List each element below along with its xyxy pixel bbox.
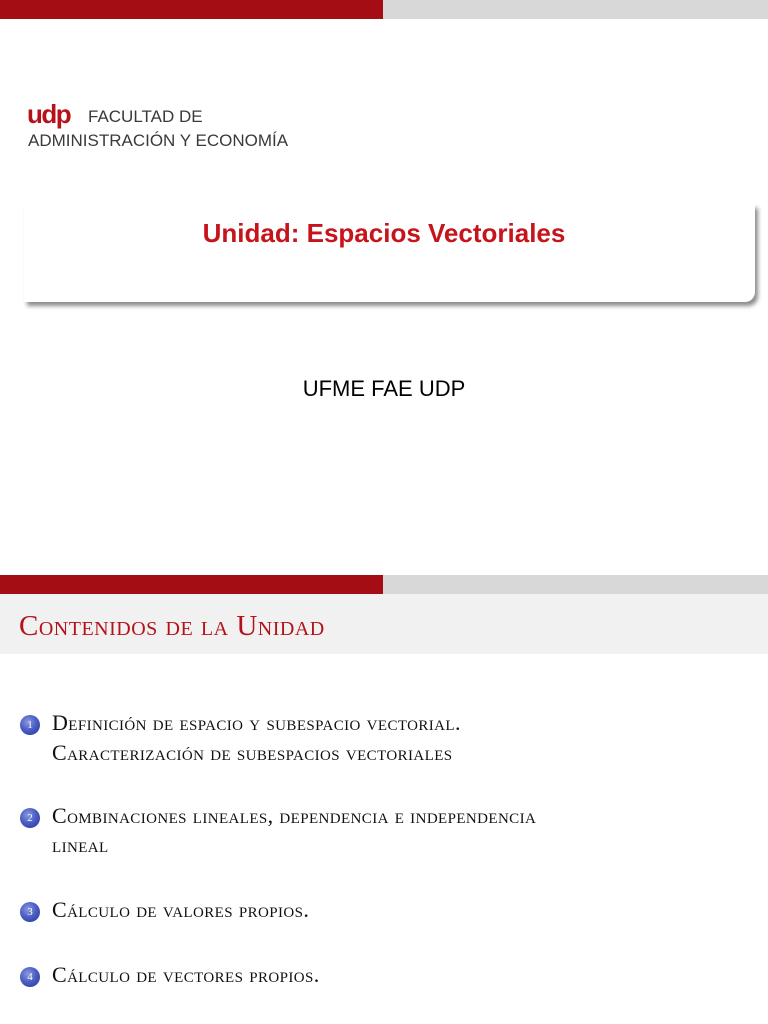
udp-faculty-logo xyxy=(27,100,322,152)
frame-title-bar xyxy=(0,594,768,654)
top-color-bar xyxy=(0,575,768,594)
list-item-line-1: Cálculo de vectores propios. xyxy=(52,962,320,987)
numbered-bullet-icon: 4 xyxy=(20,967,40,987)
title-box xyxy=(24,204,755,302)
list-item-line-2: lineal xyxy=(52,832,109,857)
numbered-bullet-icon: 1 xyxy=(20,715,40,735)
frame-title: Contenidos de la Unidad xyxy=(19,610,325,642)
author-line: UFME FAE UDP xyxy=(302,376,466,401)
logo-brand: udp xyxy=(27,99,71,129)
list-item-line-1: Cálculo de valores propios. xyxy=(52,897,310,922)
top-bar-grey-segment xyxy=(383,575,768,594)
top-bar-red-segment xyxy=(0,0,383,19)
numbered-bullet-icon: 3 xyxy=(20,902,40,922)
top-color-bar xyxy=(0,0,768,19)
logo-line-1: FACULTAD DE xyxy=(88,107,203,126)
list-item-line-1: Definición de espacio y subespacio vectorial. xyxy=(52,710,461,735)
top-bar-red-segment xyxy=(0,575,383,594)
list-item-line-1: Combinaciones lineales, dependencia e independencia xyxy=(52,803,537,828)
slide-title: Unidad: Espacios Vectoriales xyxy=(202,218,566,248)
contents-slide xyxy=(0,575,768,1024)
top-bar-grey-segment xyxy=(383,0,768,19)
list-item-line-2: Caracterización de subespacios vectoriales xyxy=(52,740,453,765)
numbered-bullet-icon: 2 xyxy=(20,808,40,828)
logo-line-2: ADMINISTRACIÓN Y ECONOMÍA xyxy=(28,131,289,150)
